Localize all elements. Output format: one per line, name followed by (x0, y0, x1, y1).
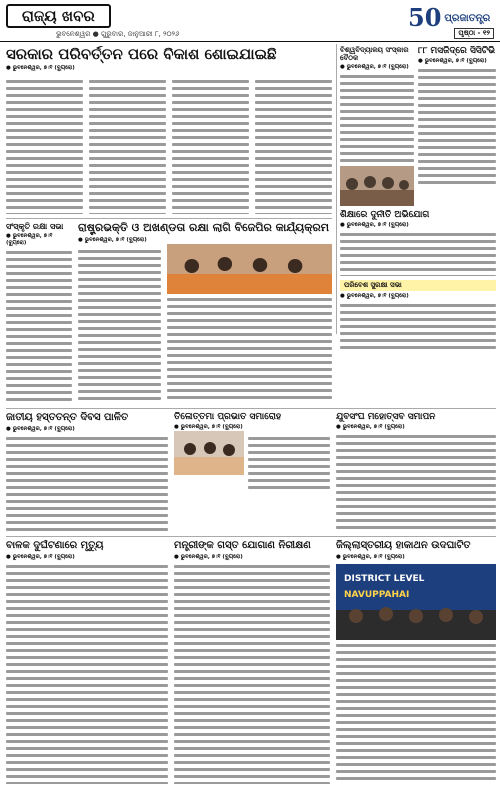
right-mid-b-dateline: ● ଭୁବନେଶ୍ୱର, ୭।୧ (ବ୍ୟୁରୋ) (340, 293, 409, 299)
right-top-b-article[interactable] (418, 46, 496, 186)
left-small-article[interactable] (6, 222, 72, 402)
bottom-center-a-photo (174, 431, 244, 475)
masthead-rule (0, 41, 500, 42)
bottom-center-a-text (248, 433, 330, 493)
row-rule-2 (6, 408, 496, 409)
bottom-right-a-headline: ଯୁବସଂଘ ମହୋତ୍ସବ ସମାପନ (336, 412, 436, 422)
right-top-b-headline: ୮୮ ମସଜିଦ୍‌ରେ ସିସିଟିଭି (418, 46, 496, 56)
row-rule-3 (6, 536, 496, 537)
lead-text-col-2 (89, 76, 166, 214)
right-top-a-dateline: ● ଭୁବନେଶ୍ୱର, ୭।୧ (ବ୍ୟୁରୋ) (340, 64, 409, 71)
bottom-right-a-article[interactable] (336, 412, 496, 532)
right-mid-b-text (340, 304, 496, 352)
bottom-center-b-article[interactable] (174, 540, 330, 784)
hackathon-banner-line-1: DISTRICT LEVEL (344, 573, 425, 584)
right-top-a-article[interactable] (340, 46, 414, 166)
right-top-a-headline: ବିଶ୍ୱବିଦ୍ୟାଳୟ ସଂସ୍କାର ବୈଠକ (340, 46, 409, 63)
bottom-left-b-article[interactable] (6, 540, 168, 784)
bottom-right-a-text (336, 435, 496, 529)
row-rule (6, 218, 332, 219)
right-mid-a-dateline: ● ଭୁବନେଶ୍ୱର, ୭।୧ (ବ୍ୟୁରୋ) (340, 222, 409, 229)
lead-article[interactable] (6, 46, 332, 214)
center-main-article[interactable] (78, 222, 332, 402)
lead-text-col-3 (172, 76, 249, 214)
bottom-right-b-text (336, 644, 496, 785)
right-mid-a-headline: ଶିକ୍ଷାରେ ଦୁର୍ନୀତି ଅଭିଯୋଗ (340, 210, 430, 220)
lead-text-col-4 (255, 76, 332, 214)
left-small-dateline: ● ଭୁବନେଶ୍ୱର, ୭।୧ (ବ୍ୟୁରୋ) (6, 233, 53, 247)
newspaper-logo[interactable] (408, 3, 491, 32)
right-mid-a-text (340, 233, 496, 276)
right-mid-b-headline: ପରିବେଶ ସୁରକ୍ଷା ସଭା (340, 280, 496, 291)
bottom-center-a-article[interactable] (174, 412, 330, 532)
bottom-center-b-headline: ମନ୍ତ୍ରୀଙ୍କ ଗସ୍ତ ଯୋଗାଣ ନିରୀକ୍ଷଣ (174, 540, 311, 551)
logo-name: ପ୍ରଜାତନ୍ତ୍ର (444, 12, 491, 24)
bottom-right-a-dateline: ● ଭୁବନେଶ୍ୱର, ୭।୧ (ବ୍ୟୁରୋ) (336, 424, 405, 431)
right-mid-a-article[interactable] (340, 210, 496, 276)
bottom-center-a-headline: ତିଳୋତ୍ତମା ପ୍ରଭାତ ସମାରୋହ (174, 412, 282, 422)
section-title: ରାଜ୍ୟ ଖବର (6, 4, 111, 28)
center-main-text-col-1 (78, 246, 161, 402)
bottom-left-a-article[interactable] (6, 412, 168, 532)
lead-headline: ସରକାର ପରିବର୍ତ୍ତନ ପରେ ବିକାଶ ଶୋଇଯାଇଛି (6, 46, 277, 63)
logo-50-years: 50 (408, 3, 442, 32)
bottom-center-b-text (174, 565, 330, 785)
event-photo-illustration (174, 431, 244, 475)
right-top-photo (340, 166, 414, 206)
right-top-b-dateline: ● ଭୁବନେଶ୍ୱର, ୭।୧ (ବ୍ୟୁରୋ) (418, 58, 487, 65)
hackathon-photo (336, 564, 496, 640)
bottom-center-a-dateline: ● ଭୁବନେଶ୍ୱର, ୭।୧ (ବ୍ୟୁରୋ) (174, 424, 243, 431)
masthead (0, 0, 500, 42)
meeting-photo-illustration (167, 244, 332, 294)
bottom-left-a-text (6, 437, 168, 531)
bottom-right-b-headline: ଜିଲ୍ଲାସ୍ତରୀୟ ହାକାଥନ ଉଦଘାଟିତ (336, 540, 471, 551)
bottom-center-b-dateline: ● ଭୁବନେଶ୍ୱର, ୭।୧ (ବ୍ୟୁରୋ) (174, 553, 243, 560)
bottom-left-a-dateline: ● ଭୁବନେଶ୍ୱର, ୭।୧ (ବ୍ୟୁରୋ) (6, 425, 75, 432)
lead-dateline: ● ଭୁବନେଶ୍ୱର, ୭।୧ (ବ୍ୟୁରୋ) (6, 65, 75, 72)
page-number: ପୃଷ୍ଠା - ୧୨ (454, 28, 494, 39)
bottom-left-b-dateline: ● ଭୁବନେଶ୍ୱର, ୭।୧ (ବ୍ୟୁରୋ) (6, 553, 75, 560)
left-small-text (6, 251, 72, 402)
right-mid-b-article[interactable] (340, 280, 496, 352)
bottom-left-a-headline: ଜାତୀୟ ହସ୍ତତନ୍ତ ଦିବସ ପାଳିତ (6, 412, 129, 423)
date-strip: ଭୁବନେଶ୍ୱର ● ଗୁରୁବାର, ଜାନୁଆରୀ ୮, ୨୦୨୬ (56, 30, 180, 38)
center-main-dateline: ● ଭୁବନେଶ୍ୱର, ୭।୧ (ବ୍ୟୁରୋ) (78, 236, 147, 243)
bottom-left-b-text (6, 565, 168, 785)
crowd-photo-illustration (340, 166, 414, 206)
right-top-a-text (340, 75, 414, 166)
center-main-text-col-2 (167, 298, 332, 402)
bottom-left-b-headline: ବାଳକ ଦୁର୍ଘଟଣାରେ ମୃତ୍ୟୁ (6, 540, 104, 551)
column-rule (336, 44, 337, 334)
left-small-headline: ସଂସ୍କୃତି ରକ୍ଷା ସଭା (6, 222, 64, 231)
center-main-photo (167, 244, 332, 294)
center-main-headline: ରାଷ୍ଟ୍ରଭକ୍ତି ଓ ଅଖଣ୍ଡତା ରକ୍ଷା ଲାଗି ବିଜେପିର କାର୍ଯ୍ୟକ୍ରମ (78, 222, 329, 234)
bottom-right-b-article[interactable] (336, 540, 496, 784)
hackathon-crowd-illustration (336, 564, 496, 640)
bottom-right-b-dateline: ● ଭୁବନେଶ୍ୱର, ୭।୧ (ବ୍ୟୁରୋ) (336, 553, 405, 560)
lead-text-col-1 (6, 76, 83, 214)
hackathon-banner-line-2: NAVUPPAHAI (344, 589, 410, 600)
right-top-b-text (418, 69, 496, 186)
